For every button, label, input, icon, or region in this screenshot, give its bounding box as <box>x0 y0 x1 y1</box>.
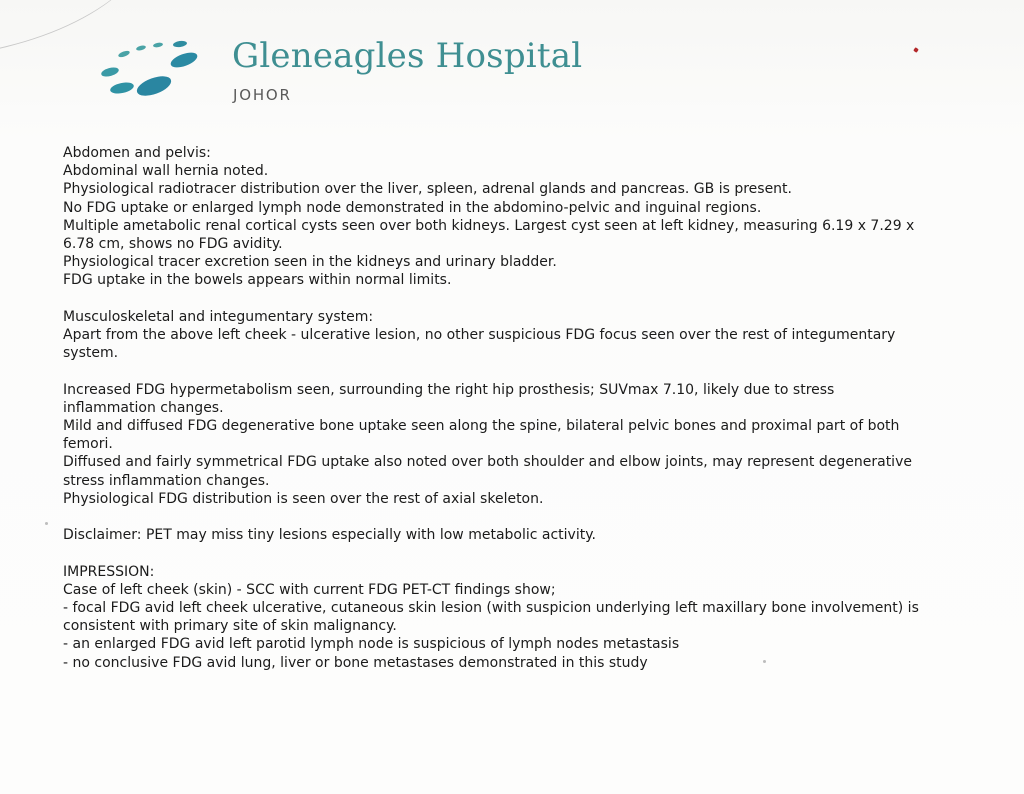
report-line: Apart from the above left cheek - ulcerative lesion, no other suspicious FDG focus seen over the rest of integumentary <box>63 327 896 344</box>
report-line: Diffused and fairly symmetrical FDG uptake also noted over both shoulder and elbow joints, may represent degenerative <box>63 454 912 471</box>
report-line: 6.78 cm, shows no FDG avidity. <box>63 236 283 253</box>
report-line: inflammation changes. <box>63 399 224 416</box>
report-line: stress inflammation changes. <box>63 472 270 489</box>
hospital-branch: JOHOR <box>233 86 292 104</box>
report-body <box>63 144 1008 672</box>
report-line: femori. <box>63 436 113 453</box>
report-line: - focal FDG avid left cheek ulcerative, cutaneous skin lesion (with suspicion underlying left maxillary bone involvement) is <box>63 600 919 617</box>
section-abdomen-pelvis <box>63 144 1008 290</box>
hospital-name: Gleneagles Hospital <box>232 36 583 76</box>
ink-mark <box>913 47 919 53</box>
report-line: Increased FDG hypermetabolism seen, surrounding the right hip prosthesis; SUVmax 7.10, likely due to stress <box>63 381 835 398</box>
section-impression <box>63 563 1008 672</box>
paragraph-gap <box>63 508 1008 526</box>
section-bone-findings <box>63 381 1008 508</box>
section-heading: Musculoskeletal and integumentary system: <box>63 308 374 325</box>
section-heading: IMPRESSION: <box>63 563 155 580</box>
report-line: Mild and diffused FDG degenerative bone uptake seen along the spine, bilateral pelvic bones and proximal part of both <box>63 418 900 435</box>
report-line: FDG uptake in the bowels appears within normal limits. <box>63 272 452 289</box>
report-line: Case of left cheek (skin) - SCC with current FDG PET-CT findings show; <box>63 581 556 598</box>
report-line: Physiological radiotracer distribution over the liver, spleen, adrenal glands and pancreas. GB is present. <box>63 181 792 198</box>
section-disclaimer <box>63 526 1008 544</box>
hospital-logo-icon <box>96 36 216 100</box>
paragraph-gap <box>63 362 1008 380</box>
paragraph-gap <box>63 290 1008 308</box>
disclaimer-text: Disclaimer: PET may miss tiny lesions especially with low metabolic activity. <box>63 527 596 544</box>
report-line: Abdominal wall hernia noted. <box>63 163 269 180</box>
report-line: consistent with primary site of skin malignancy. <box>63 618 397 635</box>
report-line: - no conclusive FDG avid lung, liver or bone metastases demonstrated in this study <box>63 654 648 671</box>
scan-speck <box>45 522 48 525</box>
report-line: Multiple ametabolic renal cortical cysts seen over both kidneys. Largest cyst seen at left kidney, measuring 6.19 x 7.29 x <box>63 217 915 234</box>
report-line: No FDG uptake or enlarged lymph node demonstrated in the abdomino-pelvic and inguinal regions. <box>63 199 762 216</box>
section-heading: Abdomen and pelvis: <box>63 145 211 161</box>
report-line: Physiological tracer excretion seen in the kidneys and urinary bladder. <box>63 254 557 271</box>
paragraph-gap <box>63 544 1008 562</box>
report-line: Physiological FDG distribution is seen over the rest of axial skeleton. <box>63 490 544 507</box>
report-line: - an enlarged FDG avid left parotid lymph node is suspicious of lymph nodes metastasis <box>63 636 680 653</box>
section-musculoskeletal <box>63 308 1008 363</box>
letterhead <box>96 36 616 108</box>
report-line: system. <box>63 345 119 362</box>
